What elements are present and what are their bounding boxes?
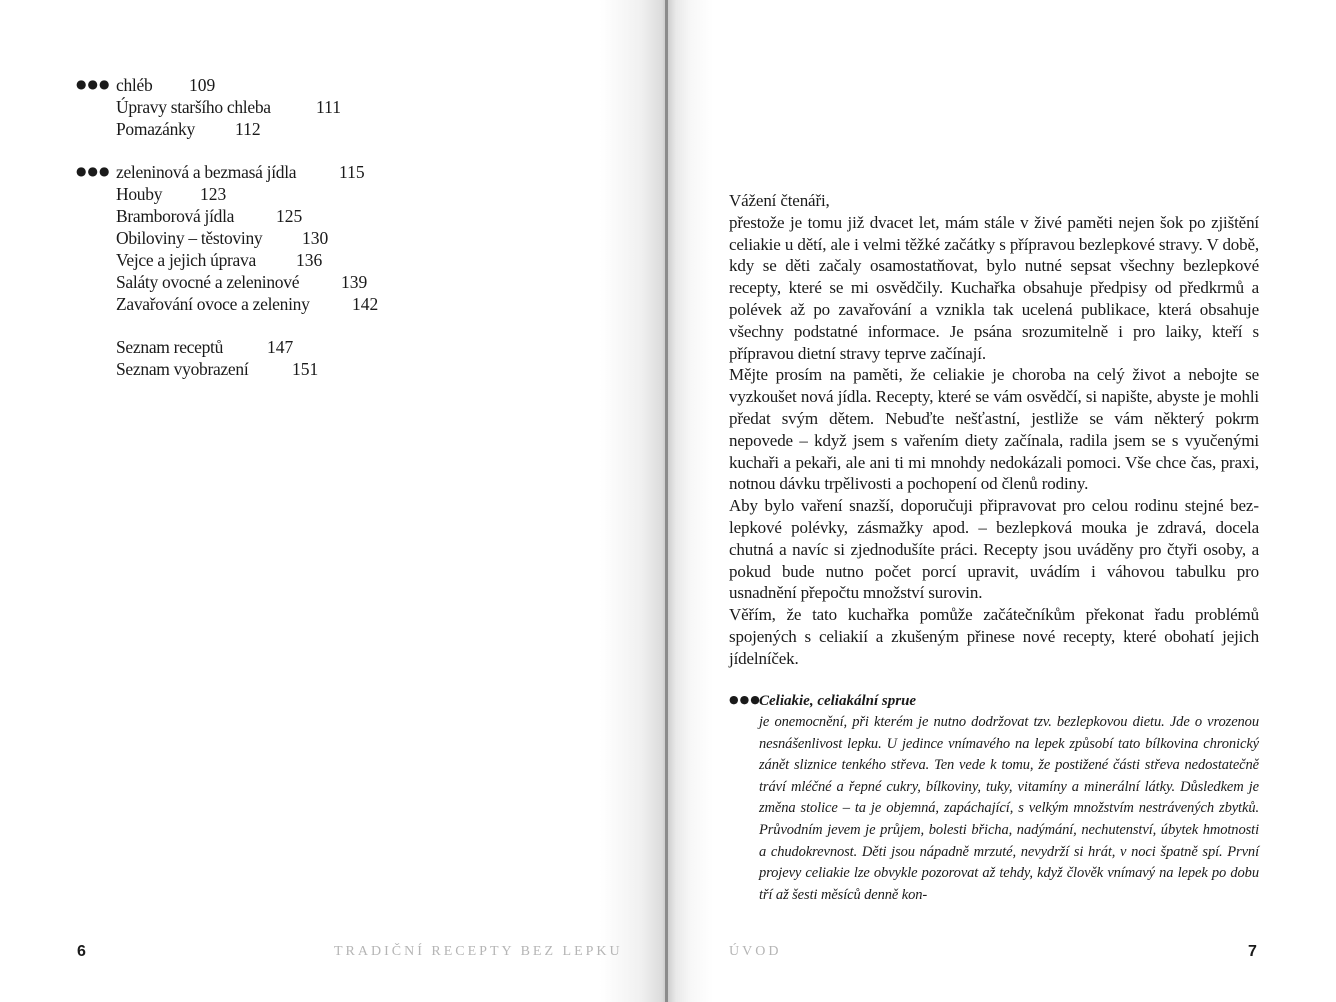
toc-page-number: 123 bbox=[200, 184, 227, 204]
toc-title: Zavařování ovoce a zeleniny bbox=[116, 294, 310, 314]
left-page bbox=[0, 0, 666, 1002]
note-title: Celiakie, celiakální sprue bbox=[759, 693, 917, 709]
toc-title: Saláty ovocné a zeleninové bbox=[116, 272, 300, 292]
toc-title: Bramborová jídla bbox=[116, 206, 235, 226]
paragraph: Aby bylo vaření snazší, doporučuji připravovat pro celou rodinu stejné bezlepkové polévky, zásmažky apod. – bezlepková mouka je zdravá, docela chutná a navíc si zjednodušíte práci. Recepty jsou uváděny pro čtyři osoby, a pokud bude nutno počet porcí upravit, uvádím i váhovou tabulku pro usnadnění přepočtu množství surovin. bbox=[729, 496, 1259, 603]
toc-title: chléb bbox=[116, 75, 153, 95]
toc-page-number: 130 bbox=[302, 228, 329, 248]
page-number-left: 6 bbox=[77, 943, 86, 960]
toc-title: Houby bbox=[116, 184, 163, 204]
toc-page-number: 139 bbox=[341, 272, 368, 292]
toc-title: Obiloviny – těstoviny bbox=[116, 228, 263, 248]
toc-page-number: 147 bbox=[267, 337, 294, 357]
note-heading bbox=[729, 690, 1259, 712]
bullet-icon: ●●● bbox=[729, 693, 761, 706]
toc-page-number: 115 bbox=[339, 162, 365, 182]
toc-page-number: 142 bbox=[352, 294, 379, 314]
bullet-icon: ●●● bbox=[76, 164, 111, 178]
toc-page-number: 109 bbox=[189, 75, 216, 95]
intro-text bbox=[729, 190, 1259, 670]
toc-page-number: 111 bbox=[316, 97, 341, 117]
toc-title: Úpravy staršího chleba bbox=[116, 97, 271, 117]
toc-page-number: 125 bbox=[276, 206, 303, 226]
toc-page-number: 112 bbox=[235, 119, 261, 139]
running-head-right: ÚVOD bbox=[729, 944, 782, 959]
toc-title: Pomazánky bbox=[116, 119, 195, 139]
salutation: Vážení čtenáři, bbox=[729, 191, 830, 210]
bullet-icon: ●●● bbox=[76, 77, 111, 91]
celiac-note bbox=[729, 690, 1259, 906]
paragraph: přestože je tomu již dvacet let, mám stále v živé paměti nejen šok po zjištění celiakie u dětí, ale i velmi těžké začátky s přípravou bezlepkové stravy. V době, kdy se děti začaly osamostatňovat, bylo nutné sepsat všechny bezlepkové recepty, které se mi osvědčily. Kuchařka obsahuje předpisy od předkrmů a polévek až po zavařování a vznikla tak ucelená publikace, která obsahuje všechny podstatné informace. Je psána srozumitelně i pro laiky, kteří s přípravou dietní stravy teprve začínají. bbox=[729, 212, 1259, 363]
running-head-left: TRADIČNÍ RECEPTY BEZ LEPKU bbox=[334, 944, 623, 959]
toc-title: Seznam vyobrazení bbox=[116, 359, 249, 379]
toc-page-number: 136 bbox=[296, 250, 323, 270]
toc-title: zeleninová a bezmasá jídla bbox=[116, 162, 297, 182]
paragraph: Mějte prosím na paměti, že celiakie je choroba na celý život a nebojte se vyzkoušet nová jídla. Recepty, které se vám osvědčí, si napište, abyste je mohli předat svým dětem. Nebuďte nešťastní, jestliže se vám některý pokrm nepovede – když jsem s vařením diety začínala, radila jsem se s vyučenými kuchaři a pekaři, ale ani ti mi mnohdy nedokázali pomoci. Vše chce čas, praxi, notnou dávku trpělivosti a pochopení od členů rodiny. bbox=[729, 365, 1259, 494]
paragraph: Věřím, že tato kuchařka pomůže začátečníkům překonat řadu problémů spojených s celiakií a zkušeným přinese nové recepty, které obohatí jejich jídelníček. bbox=[729, 605, 1259, 668]
note-body: je onemocnění, při kterém je nutno dodržovat tzv. bezlepkovou dietu. Jde o vrozenou nesnášenlivost lepku. U jedince vnímavého na lepek způsobí tato bílkovina chronický zánět sliznice tenkého střeva. Ten vede k tomu, že postižené části střeva nedostatečně tráví mléčné a řepné cukry, bílkoviny, tuky, vitamíny a minerální látky. Důsledkem je změna stolice – ta je objemná, zapáchající, s velkým množstvím nestrávených zbytků. Průvodním jevem je průjem, bolesti břicha, nadýmání, nechutenství, úbytek hmotnosti a chudokrevnost. Děti jsou nápadně mrzuté, nevydrží si hrát, v noci špatně spí. První projevy celiakie lze obvykle pozorovat až tehdy, když člověk vnímavý na lepek po dobu tří až šesti měsíců denně kon- bbox=[759, 714, 1259, 903]
toc-title: Vejce a jejich úprava bbox=[116, 250, 256, 270]
page-number-right: 7 bbox=[1248, 943, 1257, 960]
toc-page-number: 151 bbox=[292, 359, 319, 379]
toc-title: Seznam receptů bbox=[116, 337, 224, 357]
